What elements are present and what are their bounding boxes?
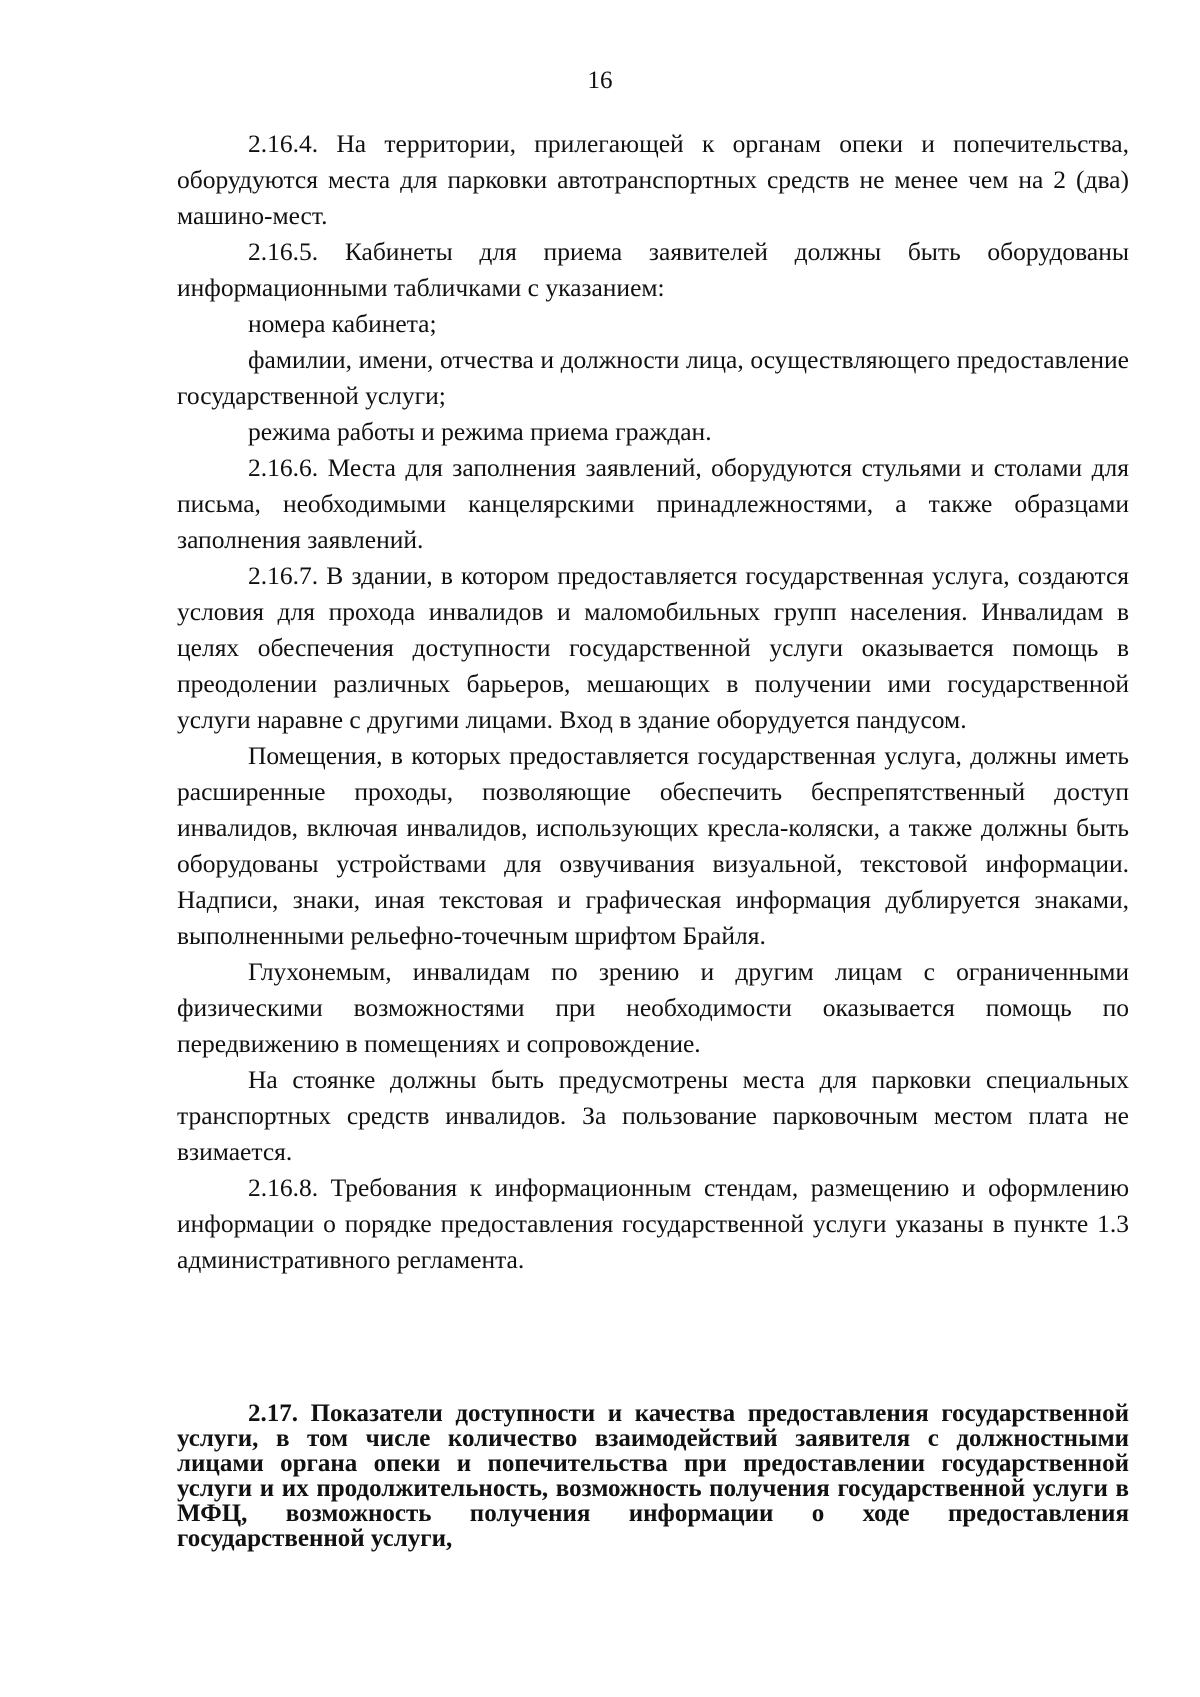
paragraph-assistance: Глухонемым, инвалидам по зрению и другим лицам с ограниченными физическими возможностями при необходимости оказывается помощь по передвижению в помещениях и сопровождение. bbox=[177, 957, 1129, 1058]
page-number: 16 bbox=[587, 67, 613, 94]
document-body bbox=[177, 126, 1129, 1278]
paragraph-parking: На стоянке должны быть предусмотрены места для парковки специальных транспортных средств инвалидов. За пользование парковочным местом плата не взимается. bbox=[177, 1065, 1129, 1166]
list-item-working-hours: режима работы и режима приема граждан. bbox=[248, 417, 712, 446]
paragraph-2-16-6: 2.16.6. Места для заполнения заявлений, оборудуются стульями и столами для письма, необходимыми канцелярскими принадлежностями, а также образцами заполнения заявлений. bbox=[177, 453, 1129, 554]
paragraph-premises: Помещения, в которых предоставляется государственная услуга, должны иметь расширенные проходы, позволяющие обеспечить беспрепятственный доступ инвалидов, включая инвалидов, использующих кресла-коляски, а также должны быть оборудованы устройствами для озвучивания визуальной, текстовой информации. Надписи, знаки, иная текстовая и графическая информация дублируется знаками, выполненными рельефно-точечным шрифтом Брайля. bbox=[177, 741, 1129, 950]
paragraph-2-16-8: 2.16.8. Требования к информационным стендам, размещению и оформлению информации о порядке предоставления государственной услуги указаны в пункте 1.3 административного регламента. bbox=[177, 1173, 1129, 1274]
paragraph-2-16-4: 2.16.4. На территории, прилегающей к органам опеки и попечительства, оборудуются места для парковки автотранспортных средств не менее чем на 2 (два) машино-мест. bbox=[177, 129, 1129, 230]
list-item-room-number: номера кабинета; bbox=[248, 309, 437, 338]
paragraph-2-16-5: 2.16.5. Кабинеты для приема заявителей должны быть оборудованы информационными табличками с указанием: bbox=[177, 237, 1129, 302]
list-item-official-name: фамилии, имени, отчества и должности лица, осуществляющего предоставление государственной услуги; bbox=[177, 345, 1129, 410]
section-heading-2-17: 2.17. Показатели доступности и качества предоставления государственной услуги, в том числе количество взаимодействий заявителя с должностными лицами органа опеки и попечительства при предоставлении государственной услуги и их продолжительность, возможность получения государственной услуги в МФЦ, возможность получения информации о ходе предоставления государственной услуги, bbox=[177, 1400, 1129, 1552]
paragraph-2-16-7: 2.16.7. В здании, в котором предоставляется государственная услуга, создаются условия для прохода инвалидов и маломобильных групп населения. Инвалидам в целях обеспечения доступности государственной услуги оказывается помощь в преодолении различных барьеров, мешающих в получении ими государственной услуги наравне с другими лицами. Вход в здание оборудуется пандусом. bbox=[177, 561, 1129, 734]
